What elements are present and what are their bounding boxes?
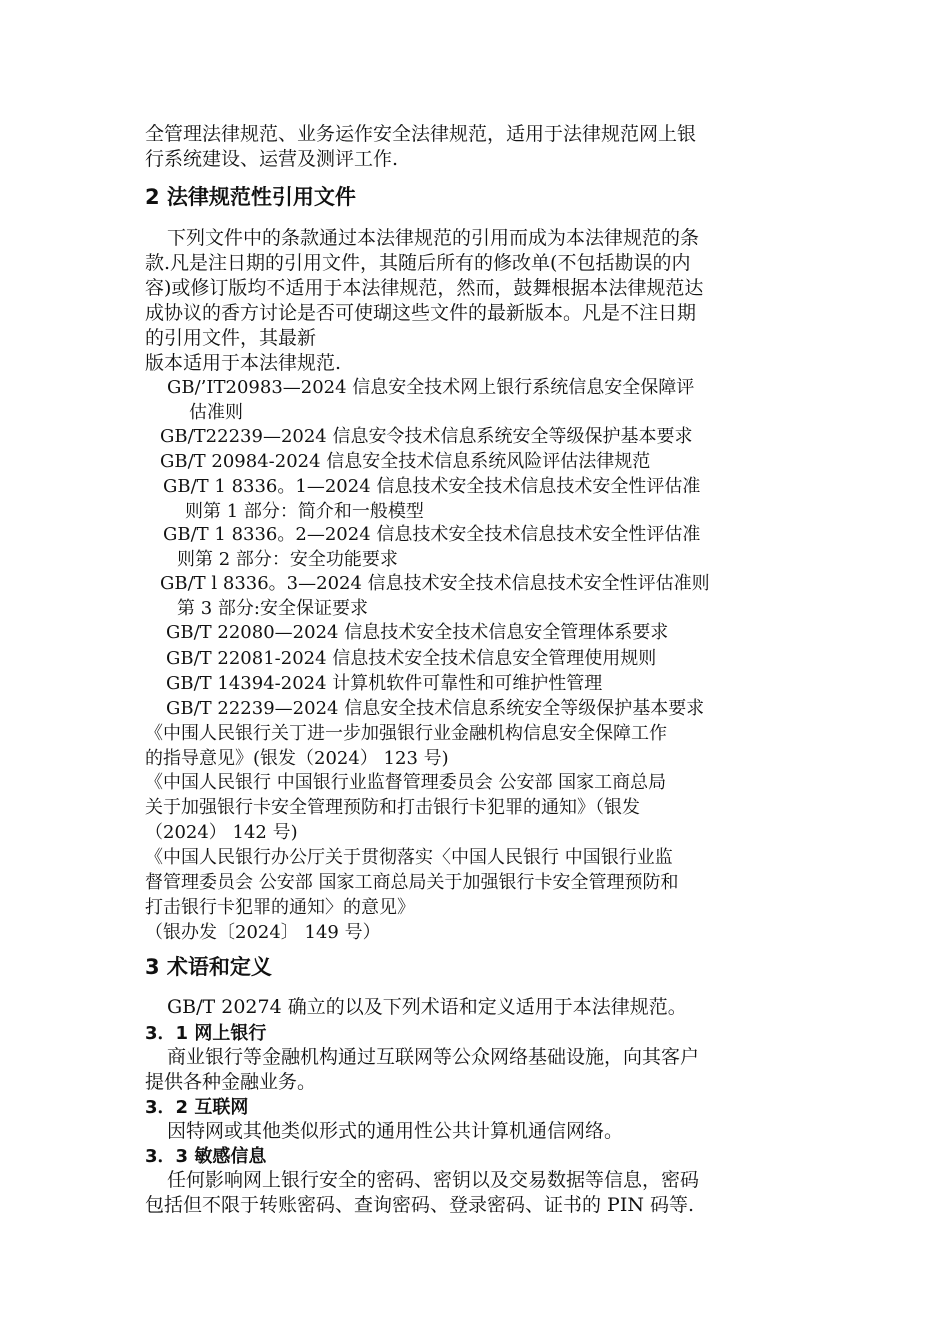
term-definition: 商业银行等金融机构通过互联网等公众网络基础设施，向其客户 提供各种金融业务。 [145, 1046, 700, 1093]
term-heading: 3．3 敏感信息 [145, 1146, 267, 1167]
reference-item: GB/T 22239—2024 信息安全技术信息系统安全等级保护基本要求 [166, 698, 705, 719]
term-definition: 因特网或其他类似形式的通用性公共计算机通信网络。 [167, 1120, 624, 1142]
section-2-heading: 2 法律规范性引用文件 [145, 185, 356, 209]
reference-item: GB/T 22081-2024 信息技术安全技术信息安全管理使用规则 [166, 648, 657, 669]
intro-paragraph: 全管理法律规范、业务运作安全法律规范，适用于法律规范网上银 行系统建设、运营及测评工作. [145, 123, 697, 170]
literature-reference: 《中围人民银行关丁进一步加强银行业金融机构信息安全保障工作 的指导意见》(银发（2024） 123 号) [145, 723, 667, 769]
section-3-intro: GB/T 20274 确立的以及下列术语和定义适用于本法律规范。 [167, 996, 687, 1018]
literature-reference: 《中国人民银行办公厅关于贯彻落实〈中国人民银行 中国银行业监 督管理委员会 公安部 国家工商总局关于加强银行卡安全管理预防和 打击银行卡犯罪的通知〉的意见》 （银办发〔2024〕 149 号） [145, 847, 679, 943]
reference-item: GB/T 1 8336。2—2024 信息技术安全技术信息技术安全性评估准 则第 2 部分：安全功能要求 [163, 524, 701, 570]
reference-item: GB/T 1 8336。1—2024 信息技术安全技术信息技术安全性评估准 则第 1 部分：简介和一般模型 [163, 476, 701, 522]
reference-item: GB/T22239—2024 信息安令技术信息系统安全等级保护基本要求 [160, 426, 693, 447]
term-definition: 任何影响网上银行安全的密码、密钥以及交易数据等信息，密码 包括但不限于转账密码、查询密码、登录密码、证书的 PIN 码等. [145, 1169, 700, 1216]
reference-item: GB/T 20984-2024 信息安全技术信息系统风险评估法律规范 [160, 451, 651, 472]
section-2-paragraph: 下列文件中的条款通过本法律规范的引用而成为本法律规范的条 款.凡是注日期的引用文件，其随后所有的修改单(不包括勘误的内 容)或修订版均不适用于本法律规范，然而，鼓舞根据本法律规范达 成协议的香方讨论是否可使瑚这些文件的最新版本。凡是不注日期 的引用文件，其最新 版本适用于本法律规范. [145, 227, 704, 374]
reference-item: GB/T l 8336。3—2024 信息技术安全技术信息技术安全性评估准则 第 3 部分:安全保证要求 [160, 573, 710, 619]
term-heading: 3．2 互联网 [145, 1097, 249, 1118]
reference-item: GB/’IT20983—2024 信息安全技术网上银行系统信息安全保障评 估准则 [167, 377, 695, 423]
literature-reference: 《中国人民银行 中国银行业监督管理委员会 公安部 国家工商总局 关于加强银行卡安全管理预防和打击银行卡犯罪的通知》（银发 （2024） 142 号) [145, 772, 667, 843]
reference-item: GB/T 14394-2024 计算机软件可靠性和可维护性管理 [166, 673, 603, 694]
reference-item: GB/T 22080—2024 信息技术安全技术信息安全管理体系要求 [166, 622, 669, 643]
term-heading: 3．1 网上银行 [145, 1023, 267, 1044]
section-3-heading: 3 术语和定义 [145, 955, 272, 979]
